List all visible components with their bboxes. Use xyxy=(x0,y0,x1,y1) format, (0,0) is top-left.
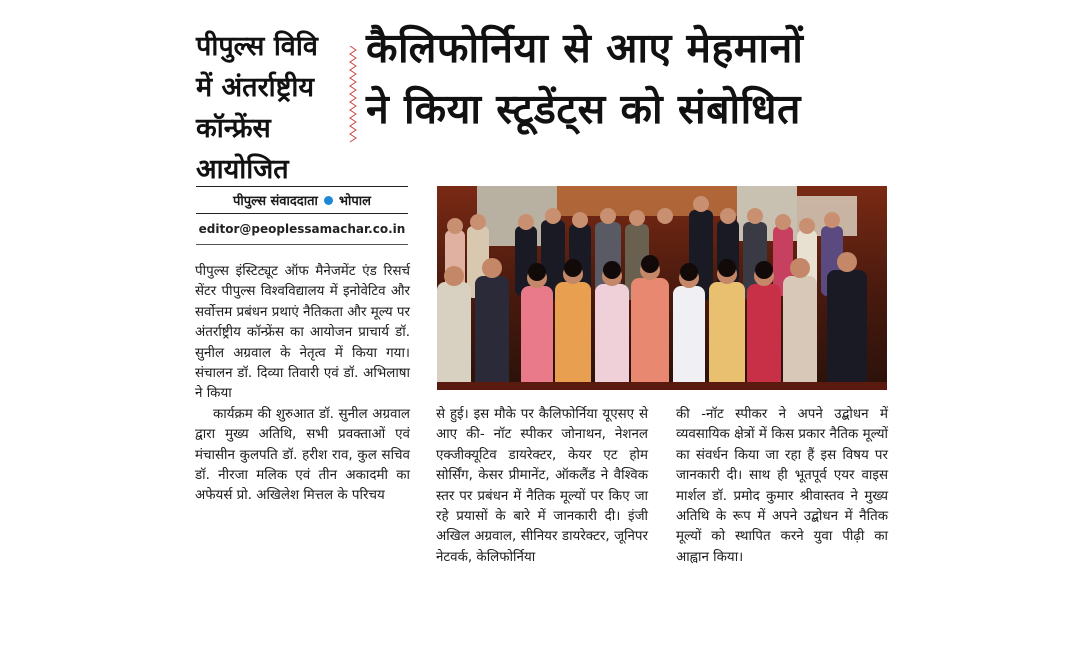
kicker-divider xyxy=(346,46,358,146)
article-paragraph: की -नॉट स्पीकर ने अपने उद्बोधन में व्यवसायिक क्षेत्रों में किस प्रकार नैतिक मूल्यों का संवर्धन किया जा रहा हैं इस विषय पर जानकारी दी। साथ ही भूतपूर्व एयर वाइस मार्शल डॉ. प्रमोद कुमार श्रीवास्तव ने मुख्य अतिथि के रूप में अपने उद्बोधन में नैतिक मूल्यों को स्थापित करने युवा पीढ़ी का आह्वान किया। xyxy=(676,407,888,565)
article-paragraph: कार्यक्रम की शुरुआत डॉ. सुनील अग्रवाल द्वारा मुख्य अतिथि, सभी प्रवक्ताओं एवं मंचासीन कुलपति डॉ. हरीश राव, कुल सचिव डॉ. नीरजा मलिक एवं तीन अकादमी का अफेयर्स प्रो. अखिलेश मित्तल के परिचय xyxy=(195,406,410,504)
dateline-city: भोपाल xyxy=(338,194,371,209)
bullet-dot-icon xyxy=(324,196,333,205)
kicker-line: कॉन्फ्रेंस xyxy=(196,113,271,144)
headline-line-1: कैलिफोर्निया से आए मेहमानों xyxy=(366,24,804,72)
kicker-line: में अंतर्राष्ट्रीय xyxy=(196,72,315,103)
kicker-line: पीपुल्स विवि xyxy=(196,31,318,62)
main-headline xyxy=(366,18,896,140)
kicker-headline xyxy=(196,26,346,190)
byline xyxy=(196,186,408,214)
article-column-2 xyxy=(436,405,648,568)
kicker-line: आयोजित xyxy=(196,154,289,185)
event-photo xyxy=(437,186,887,390)
headline-line-2: ने किया स्टूडेंट्स को संबोधित xyxy=(366,85,801,133)
article-paragraph: से हुई। इस मौके पर कैलिफोर्निया यूएसए से आए की- नॉट स्पीकर जोनाथन, नेशनल एक्जीक्यूटिव डायरेक्टर, केयर एट होम सोर्सिंग, केसर प्रीमानेंट, ऑकलैंड ने वैश्विक स्तर पर प्रबंधन में नैतिक मूल्यों पर किए जा रहे प्रयासों के बारे में जानकारी दी। इंजी अखिल अग्रवाल, सीनियर डायरेक्टर, जूनिपर नेटवर्क, केलिफोर्निया xyxy=(436,407,648,565)
article-paragraph: पीपुल्स इंस्टिट्यूट ऑफ मैनेजमेंट एंड रिसर्च सेंटर पीपुल्स विश्वविद्यालय में इनोवेटिव और सर्वोत्तम प्रबंधन प्रथाएं नैतिकता और मूल्य पर अंतर्राष्ट्रीय कॉन्फ्रेंस का आयोजन प्राचार्य डॉ. सुनील अग्रवाल के नेतृत्व में किया गया। संचालन डॉ. दिव्या तिवारी एवं डॉ. अभिलाषा ने किया xyxy=(195,264,410,402)
group-photo-image xyxy=(437,186,887,390)
article-column-3 xyxy=(676,405,888,568)
article-column-1 xyxy=(195,262,410,507)
reporter-name: पीपुल्स संवाददाता xyxy=(233,194,318,209)
contact-email: editor@peoplessamachar.co.in xyxy=(196,222,408,245)
